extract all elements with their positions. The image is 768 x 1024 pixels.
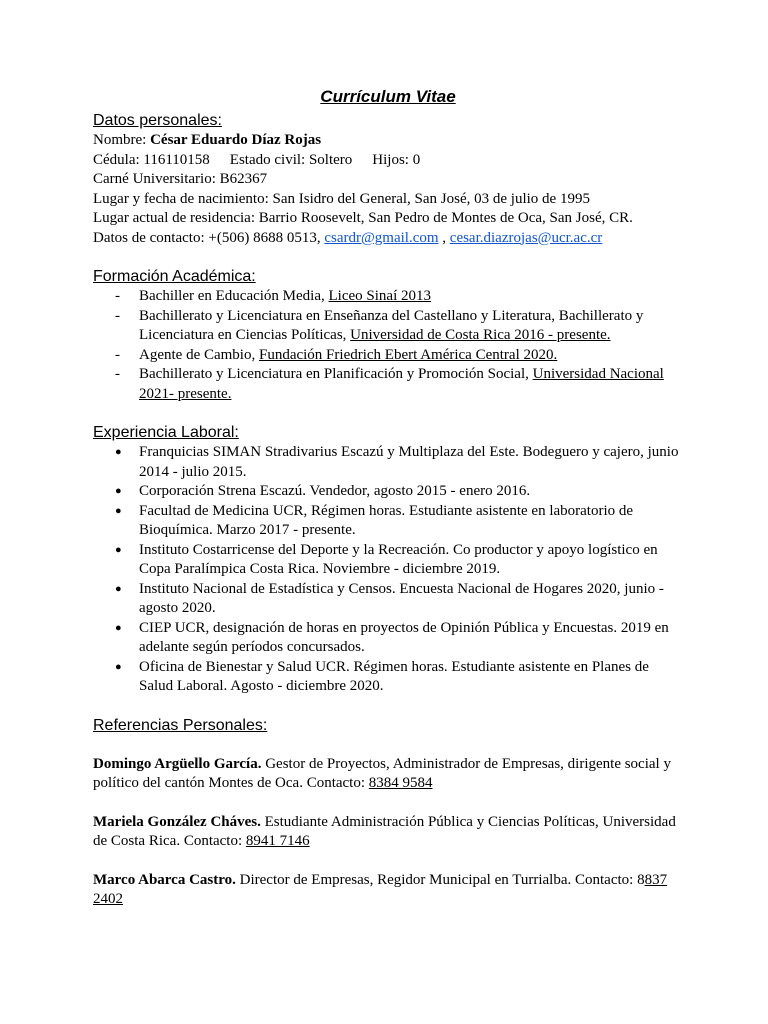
experience-text: Instituto Nacional de Estadística y Censos. Encuesta Nacional de Hogares 2020, junio - agosto 2020. <box>139 580 664 616</box>
birth-row: Lugar y fecha de nacimiento: San Isidro del General, San José, 03 de julio de 1995 <box>93 190 590 207</box>
carne-row: Carné Universitario: B62367 <box>93 171 268 187</box>
document-title: Currículum Vitae <box>320 87 456 106</box>
name-value: César Eduardo Díaz Rojas <box>150 132 322 148</box>
bullet-icon: ● <box>115 485 122 497</box>
reference-description: Gestor de Proyectos, Administrador de Empresas, dirigente social y político del cantón Montes de Oca. Contacto: <box>93 755 671 791</box>
education-text: Bachiller en Educación Media, <box>139 288 325 304</box>
reference-name: Mariela González Cháves. <box>93 813 261 830</box>
list-item <box>93 346 683 366</box>
reference-phone: 8941 7146 <box>245 833 310 849</box>
document-content <box>93 86 683 910</box>
list-item <box>93 443 683 482</box>
bullet-icon: ● <box>115 543 122 556</box>
list-item <box>93 619 683 658</box>
bullet-icon: ● <box>115 621 122 634</box>
experience-text: Facultad de Medicina UCR, Régimen horas. Estudiante asistente en laboratorio de Bioquímica. Marzo 2017 - presente. <box>139 502 634 538</box>
name-row <box>93 131 683 151</box>
reference-entry <box>93 755 683 794</box>
list-item <box>93 287 683 307</box>
reference-phone: 837 2402 <box>93 871 668 907</box>
name-label: Nombre: <box>93 132 147 148</box>
email-link-ucr[interactable]: cesar.diazrojas@ucr.ac.cr <box>449 229 603 246</box>
education-text: Agente de Cambio, <box>139 346 256 363</box>
bullet-icon: ● <box>115 582 122 595</box>
list-item <box>93 658 683 697</box>
experience-text: Oficina de Bienestar y Salud UCR. Régimen horas. Estudiante asistente en Planes de Salud Laboral. Agosto - diciembre 2020. <box>139 658 649 694</box>
contact-label: Datos de contacto: +(506) 8688 0513, <box>93 229 321 246</box>
hijos-text: Hijos: 0 <box>372 151 421 168</box>
personal-heading: Datos personales: <box>93 112 222 129</box>
reference-description: Estudiante Administración Pública y Ciencias Políticas, Universidad de Costa Rica. Contacto: <box>93 813 676 849</box>
list-item <box>93 365 683 404</box>
id-row <box>93 151 683 171</box>
dash-marker: - <box>115 307 120 324</box>
education-institution: Liceo Sinaí 2013 <box>328 288 431 304</box>
experience-text: Instituto Costarricense del Deporte y la Recreación. Co productor y apoyo logístico en Copa Paralímpica Costa Rica. Noviembre - diciembre 2019. <box>139 541 658 577</box>
cedula-text: Cédula: 116110158 <box>93 151 210 168</box>
references-heading: Referencias Personales: <box>93 716 268 734</box>
contact-row <box>93 229 683 249</box>
reference-name: Domingo Argüello García. <box>93 755 262 772</box>
education-text: Bachillerato y Licenciatura en Planificación y Promoción Social, <box>139 366 529 382</box>
estado-civil-text: Estado civil: Soltero <box>229 151 353 168</box>
bullet-icon: ● <box>115 504 122 517</box>
experience-text: Franquicias SIMAN Stradivarius Escazú y Multiplaza del Este. Bodeguero y cajero, junio 2014 - julio 2015. <box>139 444 679 480</box>
education-institution: Fundación Friedrich Ebert América Central 2020. <box>258 346 558 363</box>
experience-text: Corporación Strena Escazú. Vendedor, agosto 2015 - enero 2016. <box>139 483 531 499</box>
education-institution: Universidad Nacional 2021- presente. <box>139 366 664 402</box>
experience-text: CIEP UCR, designación de horas en proyectos de Opinión Pública y Encuestas. 2019 en adelante según períodos concursados. <box>139 619 669 655</box>
reference-entry <box>93 813 683 852</box>
education-text: Bachillerato y Licenciatura en Enseñanza del Castellano y Literatura, Bachillerato y Licenciatura en Ciencias Políticas, <box>139 307 644 343</box>
bullet-icon: ● <box>115 446 122 458</box>
email-separator: , <box>442 229 447 246</box>
dash-marker: - <box>115 366 120 382</box>
bullet-icon: ● <box>115 660 122 673</box>
reference-name: Marco Abarca Castro. <box>93 871 236 888</box>
experience-list <box>93 443 683 697</box>
education-institution: Universidad de Costa Rica 2016 - presente. <box>350 327 611 343</box>
reference-phone-prefix: 8 <box>637 871 645 888</box>
dash-marker: - <box>115 346 120 363</box>
dash-marker: - <box>115 288 120 304</box>
residence-row: Lugar actual de residencia: Barrio Roosevelt, San Pedro de Montes de Oca, San José, CR. <box>93 210 633 226</box>
list-item <box>93 482 683 502</box>
list-item <box>93 307 683 346</box>
email-link-gmail[interactable]: csardr@gmail.com <box>324 229 439 246</box>
reference-entry <box>93 871 683 910</box>
list-item <box>93 502 683 541</box>
education-list <box>93 287 683 404</box>
list-item <box>93 541 683 580</box>
reference-phone: 8384 9584 <box>368 775 433 791</box>
list-item <box>93 580 683 619</box>
reference-description: Director de Empresas, Regidor Municipal en Turrialba. Contacto: <box>239 871 634 888</box>
education-heading: Formación Académica: <box>93 268 256 285</box>
experience-heading: Experiencia Laboral: <box>93 424 239 441</box>
